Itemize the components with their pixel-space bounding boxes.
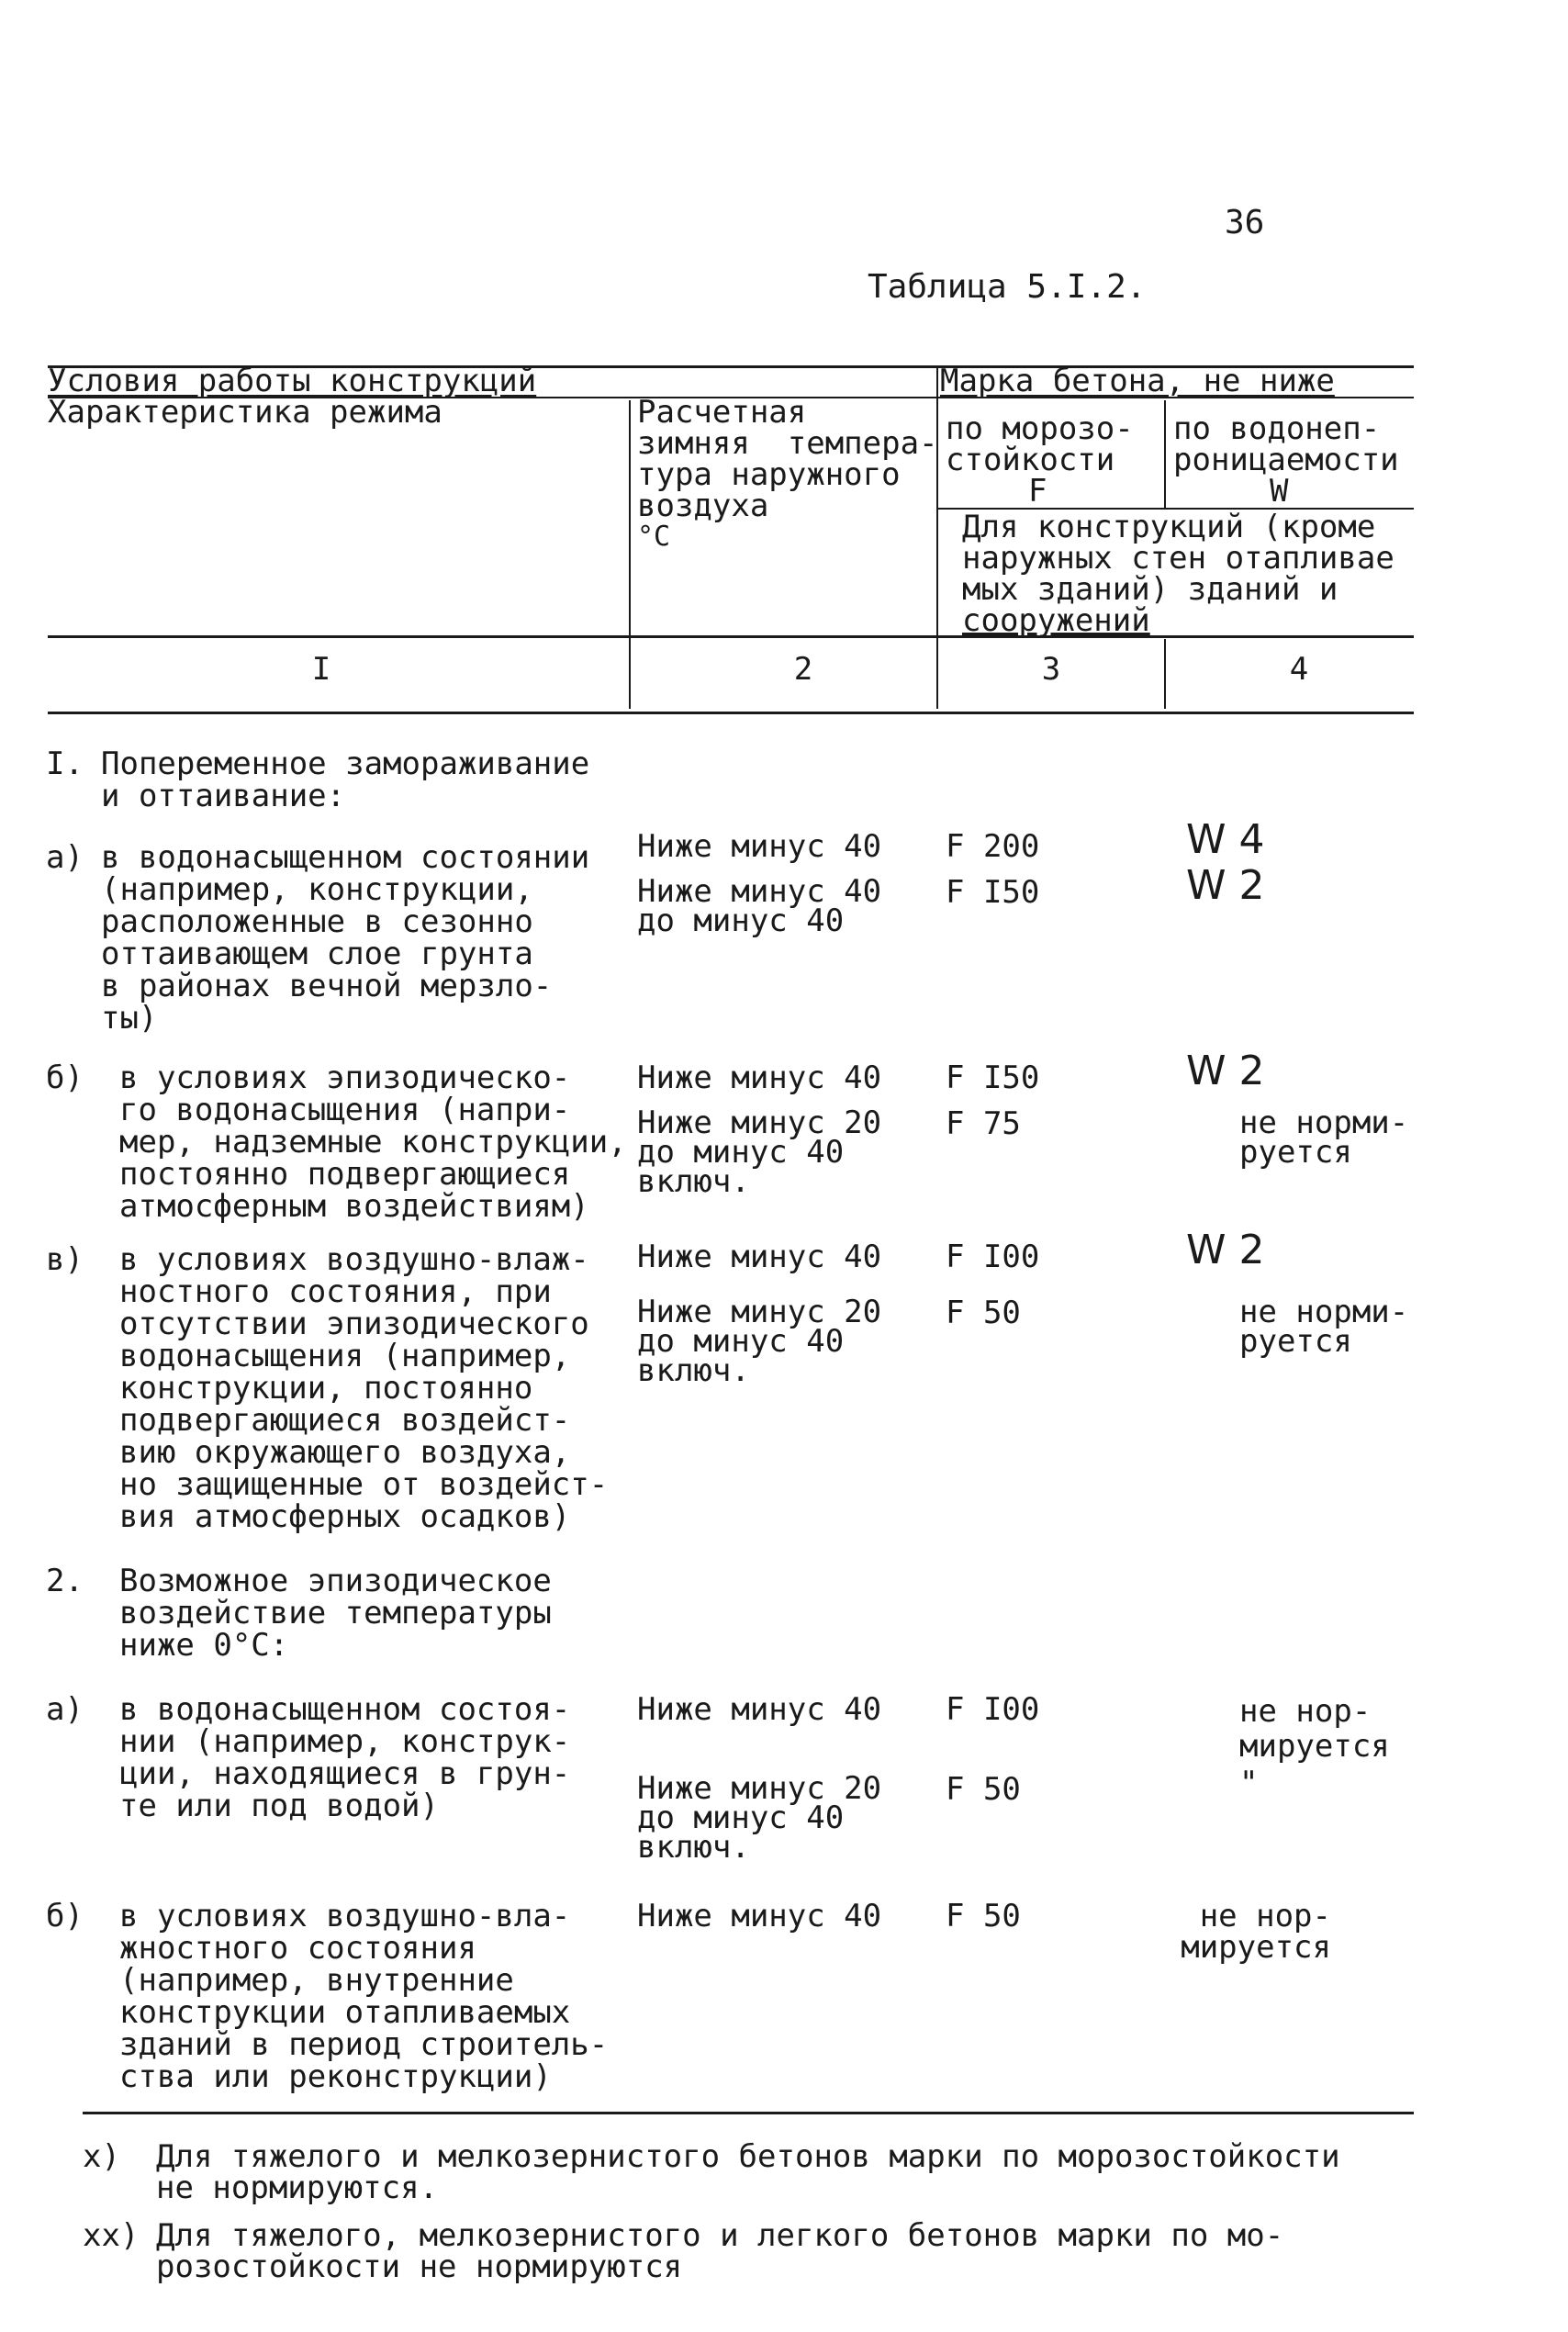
header-applies-line: сооружений [962,602,1150,639]
desc-line: го водонасыщения (напри- [119,1092,571,1128]
col-number-1: I [311,651,331,688]
row-marker: а) [46,1691,84,1728]
desc-line: Попеременное замораживание [101,746,590,782]
col-number-2: 2 [793,651,813,688]
col-number-3: 3 [1041,651,1061,688]
header-temp-line: тура наружного [637,456,901,493]
row-description [119,1241,609,1535]
temperature-value: Ниже минус 40 [637,1691,882,1728]
desc-line: ностного состояния, при [119,1273,552,1310]
water-text-line: мируется [1181,1929,1331,1966]
footnote-line: не нормируются. [156,2169,439,2206]
header-frost-line: F [1028,473,1047,510]
table-title: Таблица 5.I.2. [868,268,1147,306]
row-description [119,1565,552,1662]
frost-grade: F I50 [946,1059,1040,1096]
temperature-range [637,873,882,939]
desc-line: в условиях воздушно-вла- [119,1898,571,1934]
header-water-line: W [1270,473,1289,510]
temperature-value: Ниже минус 40 [637,828,882,865]
header-temperature [637,394,938,553]
row-marker: б) [46,1059,84,1096]
desc-line: ства или реконструкции) [119,2058,552,2095]
header-applies-line: мых зданий) зданий и [962,571,1338,608]
desc-line: ции, находящиеся в грун- [119,1755,571,1792]
desc-line: воздействие температуры [119,1595,552,1631]
row-marker: а) [46,839,84,876]
desc-line: зданий в период строитель- [119,2026,609,2063]
footnote-line: розостойкости не нормируются [156,2248,683,2285]
frost-grade: F I00 [946,1239,1040,1275]
desc-line: подвергающиеся воздейст- [119,1402,571,1439]
desc-line: в условиях воздушно-влаж- [119,1241,589,1278]
header-water [1173,410,1399,510]
desc-line: конструкции, постоянно [119,1370,533,1407]
temp-line: Ниже минус 20 [637,1294,882,1330]
water-text-line: не норми- [1239,1294,1409,1330]
header-applies [962,509,1394,639]
col-divider-1 [629,400,631,709]
frost-grade: F I00 [946,1691,1040,1728]
desc-line: в водонасыщенном состоя- [119,1691,571,1728]
desc-line: но защищенные от воздейст- [119,1466,609,1503]
temp-line: до минус 40 [637,1323,845,1360]
desc-line: отсутствии эпизодического [119,1306,589,1342]
desc-line: вию окружающего воздуха, [119,1434,571,1471]
water-not-normed [1239,1104,1409,1171]
temp-line: Ниже минус 20 [637,1770,882,1807]
col-divider-3 [1164,400,1166,509]
water-not-normed [1239,1694,1390,1764]
desc-line: вия атмосферных осадков) [119,1498,571,1535]
footnote [156,2138,1340,2206]
desc-line: (например, конструкции, [101,871,533,908]
water-ditto-mark: " [1239,1765,1259,1801]
row-description [119,1900,608,2093]
page-number: 36 [1225,204,1265,241]
header-frost-line: по морозо- [946,410,1134,447]
water-not-normed [1239,1294,1409,1360]
row-description [101,748,589,813]
desc-line: конструкции отапливаемых [119,1994,571,2031]
desc-line: в районах вечной мерзло- [101,968,553,1004]
temp-line: до минус 40 [637,903,845,939]
table-bottom-rule [83,2112,1414,2114]
header-mode: Характеристика режима [48,394,442,431]
desc-line: нии (например, конструк- [119,1723,571,1760]
temperature-range [637,1770,882,1866]
desc-line: и оттаивание: [101,778,346,814]
col-divider-3b [1164,639,1166,709]
temp-line: до минус 40 [637,1134,845,1171]
desc-line: мер, надземные конструкции, [119,1124,627,1160]
water-grade: W 2 [1186,1227,1265,1273]
desc-line: (например, внутренние [119,1962,514,1999]
header-temp-line: °С [637,521,671,553]
temp-line: включ. [637,1352,750,1389]
header-temp-line: Расчетная [637,394,807,431]
row-marker: 2. [46,1563,84,1599]
row-description [119,1059,627,1225]
water-grade: W 2 [1186,862,1265,909]
water-text-line: руется [1239,1323,1352,1360]
water-text-line: не норми- [1239,1104,1409,1141]
row-description [119,1691,571,1824]
desc-line: оттаивающем слое грунта [101,936,533,972]
desc-line: ты) [101,1000,158,1037]
desc-line: атмосферным воздействиям) [119,1188,589,1225]
water-text-line: мируется [1239,1728,1390,1765]
frost-grade: F 75 [946,1105,1021,1142]
desc-line: жностного состояния [119,1930,476,1967]
desc-line: водонасыщения (например, [119,1338,571,1374]
header-applies-line: Для конструкций (кроме [962,509,1376,545]
row-marker: в) [46,1241,84,1278]
frost-grade: F 200 [946,828,1040,865]
frost-grade: F 50 [946,1771,1021,1808]
water-text-line: не нор- [1239,1693,1372,1730]
desc-line: расположенные в сезонно [101,903,533,940]
temp-line: включ. [637,1829,750,1866]
row-marker: б) [46,1898,84,1934]
temperature-value: Ниже минус 40 [637,1898,882,1934]
footnote-line: Для тяжелого и мелкозернистого бетонов марки по морозостойкости [156,2138,1340,2175]
header-frost [946,410,1134,510]
header-concrete-grade: Марка бетона, не ниже [940,363,1335,399]
header-water-line: роницаемости [1173,442,1399,478]
desc-line: постоянно подвергающиеся [119,1156,571,1193]
frost-grade: F 50 [946,1898,1021,1934]
footnote [156,2217,1284,2285]
row-marker: I. [46,746,84,782]
water-not-normed [1175,1898,1331,1966]
water-grade: W 4 [1186,816,1265,863]
temperature-value: Ниже минус 40 [637,1239,882,1275]
header-temp-line: зимняя темпера- [637,425,938,462]
header-temp-line: воздуха [637,488,769,524]
row-description [101,839,590,1037]
desc-line: ниже 0°С: [119,1627,289,1664]
header-water-line: по водонеп- [1173,410,1381,447]
footnote-line: Для тяжелого, мелкозернистого и легкого бетонов марки по мо- [156,2217,1284,2254]
header-frost-line: стойкости [946,442,1115,478]
temperature-range [637,1104,882,1200]
frost-grade: F I50 [946,874,1040,911]
water-text-line: не нор- [1199,1898,1331,1934]
header-conditions: Условия работы конструкций [48,363,537,399]
col-number-4: 4 [1289,651,1309,688]
header-applies-line: наружных стен отапливае [962,540,1394,577]
water-text-line: руется [1239,1134,1352,1171]
footnote-marker: х) [83,2138,120,2175]
desc-line: Возможное эпизодическое [119,1563,552,1599]
colnum-bottom-rule [48,712,1414,714]
water-grade: W 2 [1186,1048,1265,1094]
temperature-range [637,1294,882,1389]
frost-grade: F 50 [946,1295,1021,1331]
temp-line: Ниже минус 40 [637,873,882,910]
temp-line: до минус 40 [637,1799,845,1836]
temperature-value: Ниже минус 40 [637,1059,882,1096]
temp-line: включ. [637,1163,750,1200]
temp-line: Ниже минус 20 [637,1104,882,1141]
desc-line: в водонасыщенном состоянии [101,839,590,876]
desc-line: те или под водой) [119,1788,439,1824]
desc-line: в условиях эпизодическо- [119,1059,571,1096]
footnote-marker: хх) [83,2217,140,2254]
